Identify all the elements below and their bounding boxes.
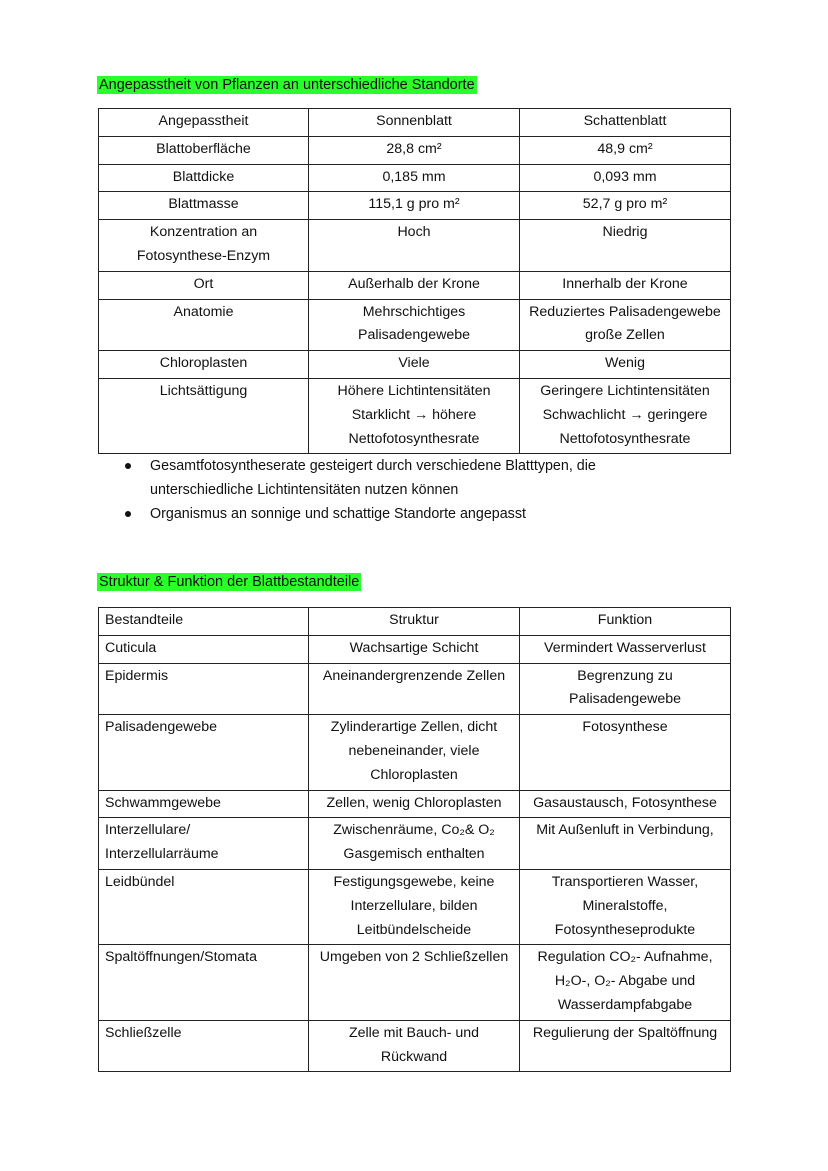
cell-line: Geringere Lichtintensitäten [540,382,710,399]
bullet-line: Gesamtfotosyntheserate gesteigert durch verschiedene Blatttypen, die [150,458,596,474]
table-cell [99,818,309,870]
table-cell [520,715,731,790]
table-row [99,715,731,790]
table-cell [309,790,520,818]
cell-line: Regulation CO₂- Aufnahme, [537,949,713,966]
cell-line: 48,9 cm² [597,140,653,157]
table-cell [99,945,309,1020]
table-cell [99,192,309,220]
cell-line: Hoch [397,224,431,241]
cell-line: Leitbündelscheide [356,921,472,938]
table-cell [99,635,309,663]
cell-line: Blattoberfläche [156,140,251,157]
cell-line: Zylinderartige Zellen, dicht [330,719,498,736]
cell-line: Zellen, wenig Chloroplasten [326,794,502,811]
column-header: Schattenblatt [520,109,731,137]
table-row [99,818,731,870]
cell-line: nebeneinander, viele [348,742,480,759]
cell-line: Schließzelle [105,1024,182,1041]
cell-line: Spaltöffnungen/Stomata [105,949,257,966]
cell-line: 28,8 cm² [386,140,442,157]
cell-line: Gasgemisch enthalten [343,846,485,863]
cell-line: 52,7 g pro m² [582,196,668,213]
cell-line: Festigungsgewebe, keine [333,873,495,890]
cell-line: Palisadengewebe [357,327,470,344]
structure-table-body [99,608,731,1072]
cell-line: 115,1 g pro m² [368,196,460,213]
table-cell [520,635,731,663]
cell-line: Nettofotosynthesrate [348,430,480,447]
table-cell [99,790,309,818]
adaptation-table [98,108,731,454]
table-cell [309,818,520,870]
table-cell [520,818,731,870]
cell-line: Blattmasse [168,196,239,213]
cell-line: Anatomie [173,303,234,320]
table-cell [520,299,731,351]
cell-line: Interzellulare, bilden [350,897,478,914]
cell-line: Niedrig [602,224,648,241]
cell-line: Mehrschichtiges [362,303,466,320]
cell-line: Aneinandergrenzende Zellen [322,667,506,684]
bullet-line: unterschiedliche Lichtintensitäten nutzen können [150,482,459,498]
cell-line: Vermindert Wasserverlust [544,639,706,656]
cell-line: Höhere Lichtintensitäten [337,382,491,399]
table-cell [309,715,520,790]
cell-line: Leidbündel [105,873,175,890]
cell-line: Umgeben von 2 Schließzellen [319,949,509,966]
cell-line: H₂O-, O₂- Abgabe und [554,973,696,990]
cell-line: Interzellularräume [105,846,219,863]
cell-line: Fotosynthese-Enzym [136,247,271,264]
cell-line: Schwachlicht → geringere [542,406,708,423]
cell-line: Zelle mit Bauch- und [348,1024,480,1041]
cell-line: Lichtsättigung [159,382,248,399]
column-header: Bestandteile [99,608,309,636]
cell-line: 0,185 mm [382,168,446,185]
table-cell [520,136,731,164]
column-header: Struktur [309,608,520,636]
table-cell [520,790,731,818]
table-row [99,351,731,379]
cell-line: Fotosyntheseprodukte [554,921,696,938]
cell-line: Reduziertes Palisadengewebe [529,303,721,320]
table-cell [309,164,520,192]
cell-line: Fotosynthese [582,719,668,736]
table-cell [99,271,309,299]
table-row [99,164,731,192]
adaptation-table-body [99,109,731,454]
table-row [99,192,731,220]
table-cell [309,869,520,944]
summary-bullet-list [98,454,698,526]
table-cell [99,378,309,453]
table-header-row [99,608,731,636]
table-cell [520,378,731,453]
table-row [99,220,731,272]
table-row [99,869,731,944]
cell-line: Außerhalb der Krone [348,275,480,292]
table-row [99,136,731,164]
cell-line: Mineralstoffe, [582,897,668,914]
structure-table [98,607,731,1072]
cell-line: Chloroplasten [159,355,248,372]
table-cell [309,378,520,453]
cell-line: Innerhalb der Krone [562,275,688,292]
section-heading-structure: Struktur & Funktion der Blattbestandteile [99,574,360,590]
section-heading-adaptation: Angepasstheit von Pflanzen an unterschiedliche Standorte [99,77,475,93]
table-row [99,299,731,351]
column-header: Sonnenblatt [309,109,520,137]
table-cell [99,136,309,164]
cell-line: Wenig [605,355,645,372]
bullet-item [98,454,698,502]
table-cell [99,1020,309,1072]
table-cell [309,271,520,299]
table-row [99,663,731,715]
table-cell [309,635,520,663]
table-row [99,378,731,453]
table-cell [309,351,520,379]
cell-line: Blattdicke [172,168,235,185]
table-row [99,790,731,818]
cell-line: Nettofotosynthesrate [559,430,691,447]
cell-line: Rückwand [380,1048,448,1065]
table-cell [520,271,731,299]
bullet-line: Organismus an sonnige und schattige Standorte angepasst [150,506,526,522]
cell-line: Palisadengewebe [105,719,218,736]
table-cell [309,299,520,351]
cell-line: Starklicht → höhere [351,406,477,423]
table-row [99,945,731,1020]
table-cell [99,869,309,944]
cell-line: Transportieren Wasser, [551,873,699,890]
table-cell [520,220,731,272]
table-cell [309,192,520,220]
table-cell [99,299,309,351]
table-cell [99,663,309,715]
cell-line: 0,093 mm [593,168,657,185]
cell-line: Regulierung der Spaltöffnung [532,1024,718,1041]
cell-line: Chloroplasten [370,766,458,783]
cell-line: Epidermis [105,667,169,684]
table-cell [309,663,520,715]
table-cell [309,1020,520,1072]
table-cell [520,663,731,715]
table-cell [520,351,731,379]
table-cell [520,1020,731,1072]
cell-line: Viele [398,355,430,372]
cell-line: Konzentration an [149,224,258,241]
table-row [99,1020,731,1072]
table-cell [309,945,520,1020]
table-header-row [99,109,731,137]
table-cell [99,220,309,272]
cell-line: Gasaustausch, Fotosynthese [533,794,717,811]
table-row [99,271,731,299]
cell-line: große Zellen [585,327,665,344]
bullet-item [98,502,698,526]
cell-line: Interzellulare/ [105,822,191,839]
table-cell [520,164,731,192]
cell-line: Schwammgewebe [105,794,221,811]
table-cell [99,164,309,192]
table-cell [520,869,731,944]
cell-line: Wachsartige Schicht [349,639,479,656]
table-cell [309,220,520,272]
cell-line: Zwischenräume, Co₂& O₂ [333,822,495,839]
column-header: Angepasstheit [99,109,309,137]
cell-line: Ort [193,275,214,292]
cell-line: Mit Außenluft in Verbindung, [536,822,714,839]
column-header: Funktion [520,608,731,636]
table-cell [309,136,520,164]
cell-line: Cuticula [105,639,157,656]
table-cell [99,715,309,790]
cell-line: Wasserdampfabgabe [557,996,693,1013]
table-row [99,635,731,663]
cell-line: Palisadengewebe [568,691,681,708]
table-cell [520,945,731,1020]
cell-line: Begrenzung zu [577,667,673,684]
table-cell [520,192,731,220]
table-cell [99,351,309,379]
